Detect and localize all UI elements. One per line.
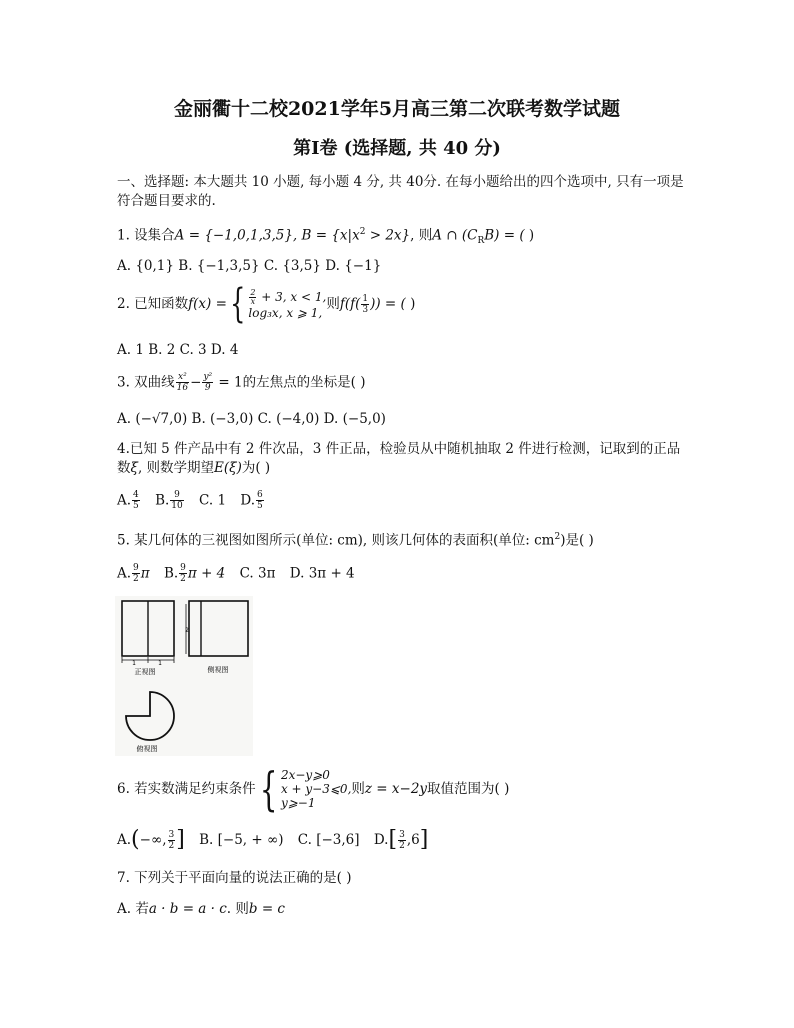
top-view-label: 俯视图: [136, 745, 158, 753]
front-dim-1b: 1: [158, 660, 162, 667]
exam-title: 金丽衢十二校2021学年5月高三第二次联考数学试题: [173, 98, 621, 120]
question-2-stem: 2. 已知函数f(x) ={ $\frac{2}{x}$ + 3, x < 1, log₃x, x ⩾ 1, 则f(f( $\frac{1}{3}$ )) = ( ): [117, 281, 416, 327]
question-4-line2: 数ξ, 则数学期望E(ξ)为( ): [117, 460, 271, 476]
question-4-options: A. $\frac{4}{5}$ B. $\frac{9}{10}$ C. 1 D. $\frac{6}{5}$: [117, 490, 263, 511]
section-instruction-line2: 符合题目要求的.: [117, 193, 216, 209]
three-view-figure: [115, 596, 255, 756]
question-1-options: A. {0,1} B. {−1,3,5} C. {3,5} D. {−1}: [117, 258, 382, 274]
front-view-label: 正视图: [134, 668, 156, 676]
question-5-stem: 5. 某几何体的三视图如图所示(单位: cm), 则该几何体的表面积(单位: $cm^2$)是( ): [117, 532, 594, 549]
side-dim-2: 2: [185, 627, 189, 634]
question-3-stem: 3. 双曲线 $\frac{\text{x²}}{16}$ − $\frac{\text{y²}}{9}$ = 1的左焦点的坐标是( ): [117, 372, 366, 393]
question-2-options: A. 1 B. 2 C. 3 D. 4: [117, 342, 239, 358]
question-7-option-a: A. 若a · b = a · c. 则b = c: [117, 901, 285, 917]
figure-background: [115, 596, 253, 756]
question-5-options: A. $\frac{9}{2}$ π B. $\frac{9}{2}$ π + 4 C. 3π D. 3π + 4: [117, 563, 355, 584]
question-3-options: A. (−√7,0) B. (−3,0) C. (−4,0) D. (−5,0): [117, 411, 386, 427]
question-1-stem: 1. 设集合A = {−1,0,1,3,5}, $B = \{x|x^2 > 2x\}$, 则A ∩ $(C_RB)$ = ( ): [117, 227, 535, 247]
front-dim-1a: 1: [132, 660, 136, 667]
question-6-stem: 6. 若实数满足约束条件{ 2x−y⩾0 x + y−3⩽0, y⩾−1 则z = x−2y取值范围为( ): [117, 762, 510, 816]
question-7-stem: 7. 下列关于平面向量的说法正确的是( ): [117, 870, 352, 886]
question-4-line1: 4.已知 5 件产品中有 2 件次品，3 件正品，检验员从中随机抽取 2 件进行检测，记取到的正品: [117, 441, 681, 457]
question-6-options: A.(−∞, $\frac{3}{2}$ ] B. [−5, + ∞) C. [−3,6] D.[ $\frac{3}{2}$ ,6]: [117, 827, 429, 852]
side-view-label: 侧视图: [207, 666, 229, 674]
part-subtitle: 第I卷 (选择题, 共 40 分): [293, 138, 501, 159]
section-instruction-line1: 一、选择题: 本大题共 10 小题, 每小题 4 分, 共 40分. 在每小题给出的四个选项中, 只有一项是: [117, 174, 684, 190]
